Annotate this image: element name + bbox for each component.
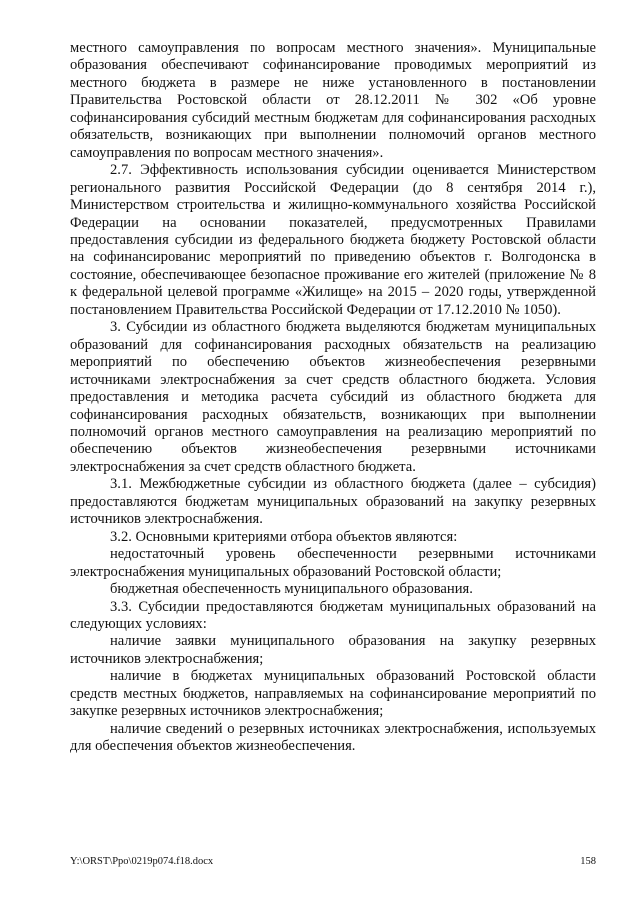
paragraph-3-3: 3.3. Субсидии предоставляются бюджетам муниципальных образований на следующих условиях:	[70, 598, 596, 632]
paragraph-3-2: 3.2. Основными критериями отбора объектов являются:	[110, 528, 458, 545]
paragraph-2-7: 2.7. Эффективность использования субсидии оценивается Министерством регионального развития Российской Федерации (до 8 сентября 2014 г.), Министерством строительства и жилищно-коммунального хозяйства Российской Федерации на основании показателей, предусмотренных Правилами предоставления субсидии из федерального бюджета бюджету Ростовской области на софинансированис мероприятий по приведению объектов г. Волгодонска в состояние, обеспечивающее безопасное проживание его жителей (приложение № 8 к федеральной целевой программе «Жилище» на 2015 – 2020 годы, утвержденной постановлением Правительства Российской Федерации от 17.12.2010 № 1050).	[70, 162, 596, 318]
condition-item: наличие сведений о резервных источниках электроснабжения, используемых для обеспечения объектов жизнеобеспечения.	[70, 720, 596, 755]
page-number: 158	[580, 856, 596, 867]
criterion-item: недостаточный уровень обеспеченности резервными источниками электроснабжения муниципальных образований Ростовской области;	[70, 546, 596, 580]
criterion-item: бюджетная обеспеченность муниципального образования.	[110, 581, 473, 598]
paragraph-3: 3. Субсидии из областного бюджета выделяются бюджетам муниципальных образований для софинансирования расходных обязательств на реализацию мероприятий по обеспечению объектов жизнеобеспечения резервными источниками электроснабжения за счет средств областного бюджета. Условия предоставления и методика расчета субсидий из областного бюджета для софинансирования расходных обязательств, возникающих при выполнении полномочий органов местного самоуправления на реализацию мероприятий по обеспечению объектов жизнеобеспечения резервными источниками электроснабжения за счет средств областного бюджета.	[70, 319, 596, 475]
condition-item: наличие в бюджетах муниципальных образований Ростовской области средств местных бюджетов, направляемых на софинансирование мероприятий по закупке резервных источников электроснабжения;	[70, 668, 596, 720]
document-body	[70, 40, 596, 756]
footer-file-path: Y:\ORST\Ppo\0219p074.f18.docx	[70, 856, 214, 867]
paragraph-3-1: 3.1. Межбюджетные субсидии из областного бюджета (далее – субсидия) предоставляются бюджетам муниципальных образований на закупку резервных источников электроснабжения.	[70, 476, 596, 528]
condition-item: наличие заявки муниципального образования на закупку резервных источников электроснабжения;	[70, 633, 596, 667]
paragraph-continuation: местного самоуправления по вопросам местного значения». Муниципальные образования обеспечивают софинансирование проводимых мероприятий из местного бюджета в размере не ниже установленного в постановлении Правительства Ростовской области от 28.12.2011 № 302 «Об уровне софинансирования субсидий местным бюджетам для софинансирования расходных обязательств, возникающих при выполнении полномочий органов местного самоуправления по вопросам местного значения».	[70, 40, 596, 161]
